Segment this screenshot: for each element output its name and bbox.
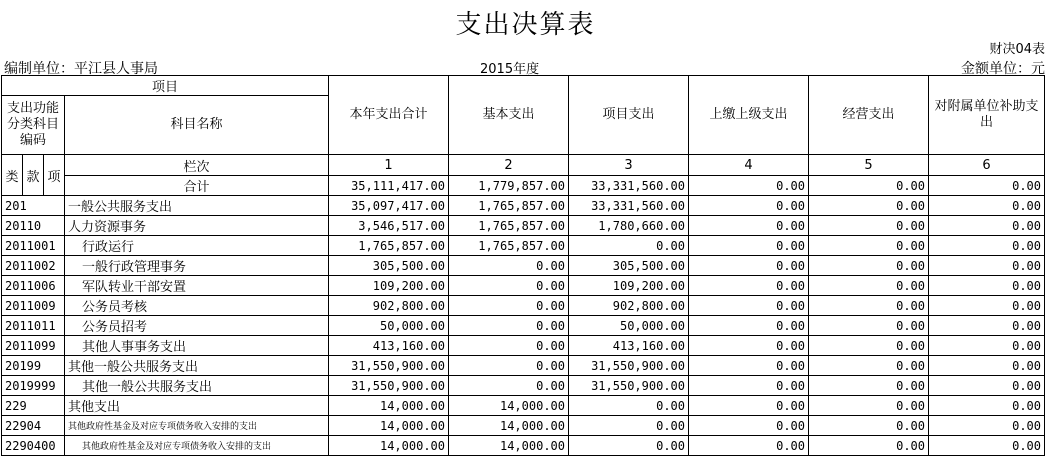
row-v6: 0.00 xyxy=(929,216,1045,236)
row-name: 其他一般公共服务支出 xyxy=(65,356,329,376)
row-v2: 0.00 xyxy=(449,276,569,296)
row-v1: 14,000.00 xyxy=(329,436,449,456)
row-name: 公务员考核 xyxy=(65,296,329,316)
row-code: 2011011 xyxy=(2,316,65,336)
row-code: 2019999 xyxy=(2,376,65,396)
row-code: 2011006 xyxy=(2,276,65,296)
row-v3: 31,550,900.00 xyxy=(569,356,689,376)
row-v5: 0.00 xyxy=(809,356,929,376)
row-v6: 0.00 xyxy=(929,376,1045,396)
row-v1: 305,500.00 xyxy=(329,256,449,276)
row-v1: 413,160.00 xyxy=(329,336,449,356)
row-v4: 0.00 xyxy=(689,436,809,456)
row-name: 其他支出 xyxy=(65,396,329,416)
row-v5: 0.00 xyxy=(809,416,929,436)
row-v4: 0.00 xyxy=(689,216,809,236)
row-code: 2290400 xyxy=(2,436,65,456)
table-row xyxy=(2,436,1045,456)
row-v5: 0.00 xyxy=(809,316,929,336)
row-v1: 31,550,900.00 xyxy=(329,376,449,396)
total-v2: 1,779,857.00 xyxy=(449,176,569,196)
total-v4: 0.00 xyxy=(689,176,809,196)
header-lanci: 栏次 xyxy=(65,155,329,176)
row-v1: 3,546,517.00 xyxy=(329,216,449,236)
row-v3: 0.00 xyxy=(569,236,689,256)
row-v4: 0.00 xyxy=(689,296,809,316)
row-v1: 1,765,857.00 xyxy=(329,236,449,256)
row-v2: 0.00 xyxy=(449,336,569,356)
col-num-3: 3 xyxy=(569,155,689,176)
row-name: 人力资源事务 xyxy=(65,216,329,236)
row-v6: 0.00 xyxy=(929,256,1045,276)
row-v2: 0.00 xyxy=(449,356,569,376)
header-basic: 基本支出 xyxy=(449,76,569,155)
row-v5: 0.00 xyxy=(809,376,929,396)
table-row xyxy=(2,316,1045,336)
col-num-2: 2 xyxy=(449,155,569,176)
row-code: 22904 xyxy=(2,416,65,436)
header-lei: 类 xyxy=(2,155,23,196)
total-v6: 0.00 xyxy=(929,176,1045,196)
total-row xyxy=(2,176,1045,196)
row-v4: 0.00 xyxy=(689,236,809,256)
row-v5: 0.00 xyxy=(809,216,929,236)
table-row xyxy=(2,276,1045,296)
page-title: 支出决算表 xyxy=(455,10,596,40)
row-v3: 0.00 xyxy=(569,436,689,456)
row-name: 其他政府性基金及对应专项债务收入安排的支出 xyxy=(65,416,329,436)
row-v1: 35,097,417.00 xyxy=(329,196,449,216)
row-v3: 109,200.00 xyxy=(569,276,689,296)
form-number: 财决04表 xyxy=(989,42,1045,57)
header-subsidy: 对附属单位补助支出 xyxy=(929,76,1045,155)
row-v2: 0.00 xyxy=(449,296,569,316)
header-xiang: 项 xyxy=(44,155,65,196)
header-subject-name: 科目名称 xyxy=(65,96,329,155)
row-v2: 0.00 xyxy=(449,316,569,336)
row-v4: 0.00 xyxy=(689,196,809,216)
expenditure-table xyxy=(1,75,1045,456)
row-v6: 0.00 xyxy=(929,336,1045,356)
row-v2: 14,000.00 xyxy=(449,436,569,456)
table-row xyxy=(2,236,1045,256)
row-v4: 0.00 xyxy=(689,256,809,276)
table-row xyxy=(2,196,1045,216)
header-func-code: 支出功能分类科目编码 xyxy=(2,96,65,155)
table-row xyxy=(2,216,1045,236)
header-project: 项目支出 xyxy=(569,76,689,155)
row-v1: 14,000.00 xyxy=(329,416,449,436)
row-code: 201 xyxy=(2,196,65,216)
row-code: 20199 xyxy=(2,356,65,376)
table-row xyxy=(2,416,1045,436)
row-v3: 33,331,560.00 xyxy=(569,196,689,216)
row-name: 其他一般公共服务支出 xyxy=(65,376,329,396)
row-v4: 0.00 xyxy=(689,336,809,356)
row-v5: 0.00 xyxy=(809,276,929,296)
row-name: 公务员招考 xyxy=(65,316,329,336)
row-v2: 14,000.00 xyxy=(449,396,569,416)
row-v4: 0.00 xyxy=(689,376,809,396)
row-v6: 0.00 xyxy=(929,436,1045,456)
row-v4: 0.00 xyxy=(689,356,809,376)
row-v5: 0.00 xyxy=(809,256,929,276)
row-v3: 305,500.00 xyxy=(569,256,689,276)
row-v6: 0.00 xyxy=(929,196,1045,216)
amount-unit: 金额单位：元 xyxy=(961,61,1045,77)
row-v2: 0.00 xyxy=(449,376,569,396)
row-v3: 50,000.00 xyxy=(569,316,689,336)
row-v2: 0.00 xyxy=(449,256,569,276)
row-name: 其他人事事务支出 xyxy=(65,336,329,356)
row-v5: 0.00 xyxy=(809,396,929,416)
row-name: 一般公共服务支出 xyxy=(65,196,329,216)
row-v2: 1,765,857.00 xyxy=(449,216,569,236)
row-v6: 0.00 xyxy=(929,316,1045,336)
table-row xyxy=(2,396,1045,416)
total-v3: 33,331,560.00 xyxy=(569,176,689,196)
row-name: 其他政府性基金及对应专项债务收入安排的支出 xyxy=(65,436,329,456)
row-v2: 1,765,857.00 xyxy=(449,236,569,256)
row-name: 一般行政管理事务 xyxy=(65,256,329,276)
row-v1: 31,550,900.00 xyxy=(329,356,449,376)
row-v5: 0.00 xyxy=(809,336,929,356)
table-row xyxy=(2,336,1045,356)
row-v6: 0.00 xyxy=(929,236,1045,256)
row-v2: 1,765,857.00 xyxy=(449,196,569,216)
total-label: 合计 xyxy=(65,176,329,196)
row-v6: 0.00 xyxy=(929,356,1045,376)
header-upper: 上缴上级支出 xyxy=(689,76,809,155)
col-num-1: 1 xyxy=(329,155,449,176)
row-v6: 0.00 xyxy=(929,416,1045,436)
row-v1: 109,200.00 xyxy=(329,276,449,296)
row-v6: 0.00 xyxy=(929,396,1045,416)
reporting-unit: 编制单位：平江县人事局 xyxy=(4,61,158,77)
header-operating: 经营支出 xyxy=(809,76,929,155)
row-v3: 0.00 xyxy=(569,416,689,436)
row-name: 行政运行 xyxy=(65,236,329,256)
header-total: 本年支出合计 xyxy=(329,76,449,155)
col-num-5: 5 xyxy=(809,155,929,176)
row-v4: 0.00 xyxy=(689,396,809,416)
row-v4: 0.00 xyxy=(689,276,809,296)
table-row xyxy=(2,356,1045,376)
row-v1: 50,000.00 xyxy=(329,316,449,336)
row-v5: 0.00 xyxy=(809,196,929,216)
row-code: 2011099 xyxy=(2,336,65,356)
row-code: 2011001 xyxy=(2,236,65,256)
row-v5: 0.00 xyxy=(809,296,929,316)
table-row xyxy=(2,296,1045,316)
table-row xyxy=(2,256,1045,276)
col-num-4: 4 xyxy=(689,155,809,176)
row-v3: 413,160.00 xyxy=(569,336,689,356)
row-v6: 0.00 xyxy=(929,296,1045,316)
row-code: 2011009 xyxy=(2,296,65,316)
fiscal-year: 2015年度 xyxy=(480,62,540,77)
row-v1: 14,000.00 xyxy=(329,396,449,416)
row-code: 2011002 xyxy=(2,256,65,276)
row-v3: 1,780,660.00 xyxy=(569,216,689,236)
row-code: 229 xyxy=(2,396,65,416)
total-v1: 35,111,417.00 xyxy=(329,176,449,196)
total-v5: 0.00 xyxy=(809,176,929,196)
header-kuan: 款 xyxy=(23,155,44,196)
row-v4: 0.00 xyxy=(689,416,809,436)
row-v6: 0.00 xyxy=(929,276,1045,296)
row-v2: 14,000.00 xyxy=(449,416,569,436)
row-v3: 31,550,900.00 xyxy=(569,376,689,396)
row-v4: 0.00 xyxy=(689,316,809,336)
row-v5: 0.00 xyxy=(809,436,929,456)
row-v1: 902,800.00 xyxy=(329,296,449,316)
row-name: 军队转业干部安置 xyxy=(65,276,329,296)
col-num-6: 6 xyxy=(929,155,1045,176)
header-item: 项目 xyxy=(2,76,329,96)
table-row xyxy=(2,376,1045,396)
row-v3: 0.00 xyxy=(569,396,689,416)
row-code: 20110 xyxy=(2,216,65,236)
row-v5: 0.00 xyxy=(809,236,929,256)
row-v3: 902,800.00 xyxy=(569,296,689,316)
